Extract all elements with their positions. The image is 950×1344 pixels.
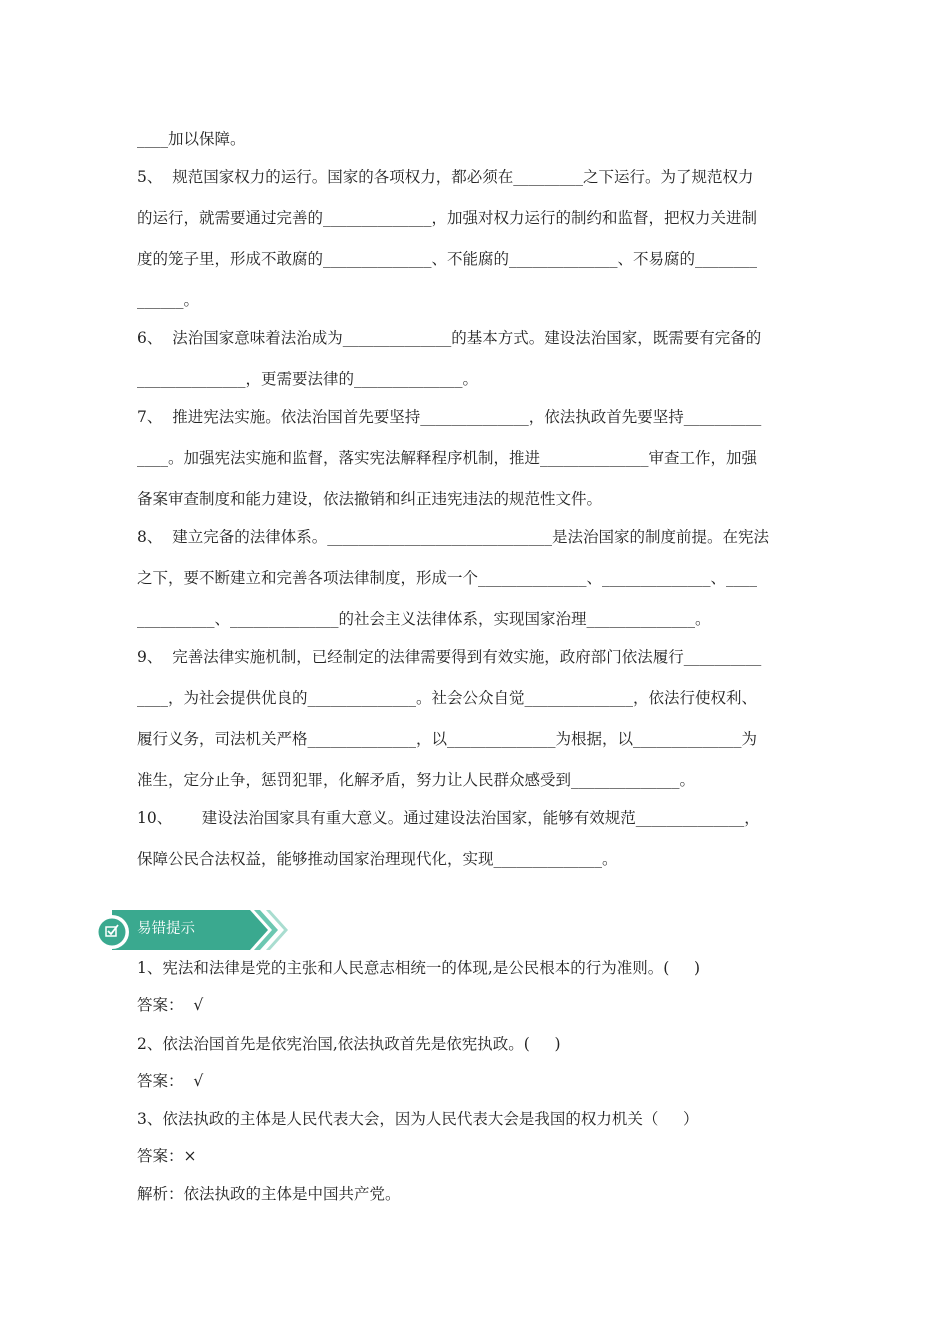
tip-question-2: 2、依法治国首先是依宪治国,依法执政首先是依宪执政。( ) [137,1035,561,1053]
tip-question-3: 3、依法执政的主体是人民代表大会，因为人民代表大会是我国的权力机关（ ） [137,1110,699,1128]
text-line: ____加以保障。 [137,130,246,148]
tip-question-1: 1、宪法和法律是党的主张和人民意志相统一的体现,是公民根本的行为准则。( ) [137,959,701,977]
text-line: 备案审查制度和能力建设，依法撤销和纠正违宪违法的规范性文件。 [137,490,603,508]
text-line: 之下，要不断建立和完善各项法律制度，形成一个______________、______________、____ [137,569,758,587]
text-line: ______________，更需要法律的______________。 [137,370,479,388]
banner-title: 易错提示 [137,921,195,937]
question-7: 7、 推进宪法实施。依法治国首先要坚持______________，依法执政首先要坚持__________ [137,408,762,426]
text-line: 履行义务，司法机关严格______________，以______________为根据，以______________为 [137,730,758,748]
text-line: ____，为社会提供优良的______________。社会公众自觉______________，依法行使权利、 [137,689,758,707]
question-9: 9、 完善法律实施机制，已经制定的法律需要得到有效实施，政府部门依法履行__________ [137,648,762,666]
text-line: ____。加强宪法实施和监督，落实宪法解释程序机制，推进______________审查工作，加强 [137,449,758,467]
text-line: 准生，定分止争，惩罚犯罪，化解矛盾，努力让人民群众感受到______________。 [137,771,696,789]
tip-answer-3: 答案：× [137,1147,197,1165]
text-line: ______。 [137,291,200,309]
tip-answer-2: 答案： √ [137,1072,204,1090]
question-10: 10、 建设法治国家具有重大意义。通过建设法治国家，能够有效规范______________， [137,809,760,827]
text-line: 保障公民合法权益，能够推动国家治理现代化，实现______________。 [137,850,618,868]
text-line: 度的笼子里，形成不敢腐的______________、不能腐的______________、不易腐的________ [137,250,758,268]
tip-answer-1: 答案： √ [137,996,204,1014]
text-line: __________、______________的社会主义法律体系，实现国家治理______________。 [137,610,711,628]
question-5: 5、 规范国家权力的运行。国家的各项权力，都必须在_________之下运行。为了规范权力 [137,168,754,186]
tip-explanation-3: 解析：依法执政的主体是中国共产党。 [137,1185,401,1203]
text-line: 的运行，就需要通过完善的______________，加强对权力运行的制约和监督，把权力关进制 [137,209,758,227]
question-8: 8、 建立完备的法律体系。_____________________________是法治国家的制度前提。在宪法 [137,528,769,546]
question-6: 6、 法治国家意味着法治成为______________的基本方式。建设法治国家，既需要有完备的 [137,329,762,347]
